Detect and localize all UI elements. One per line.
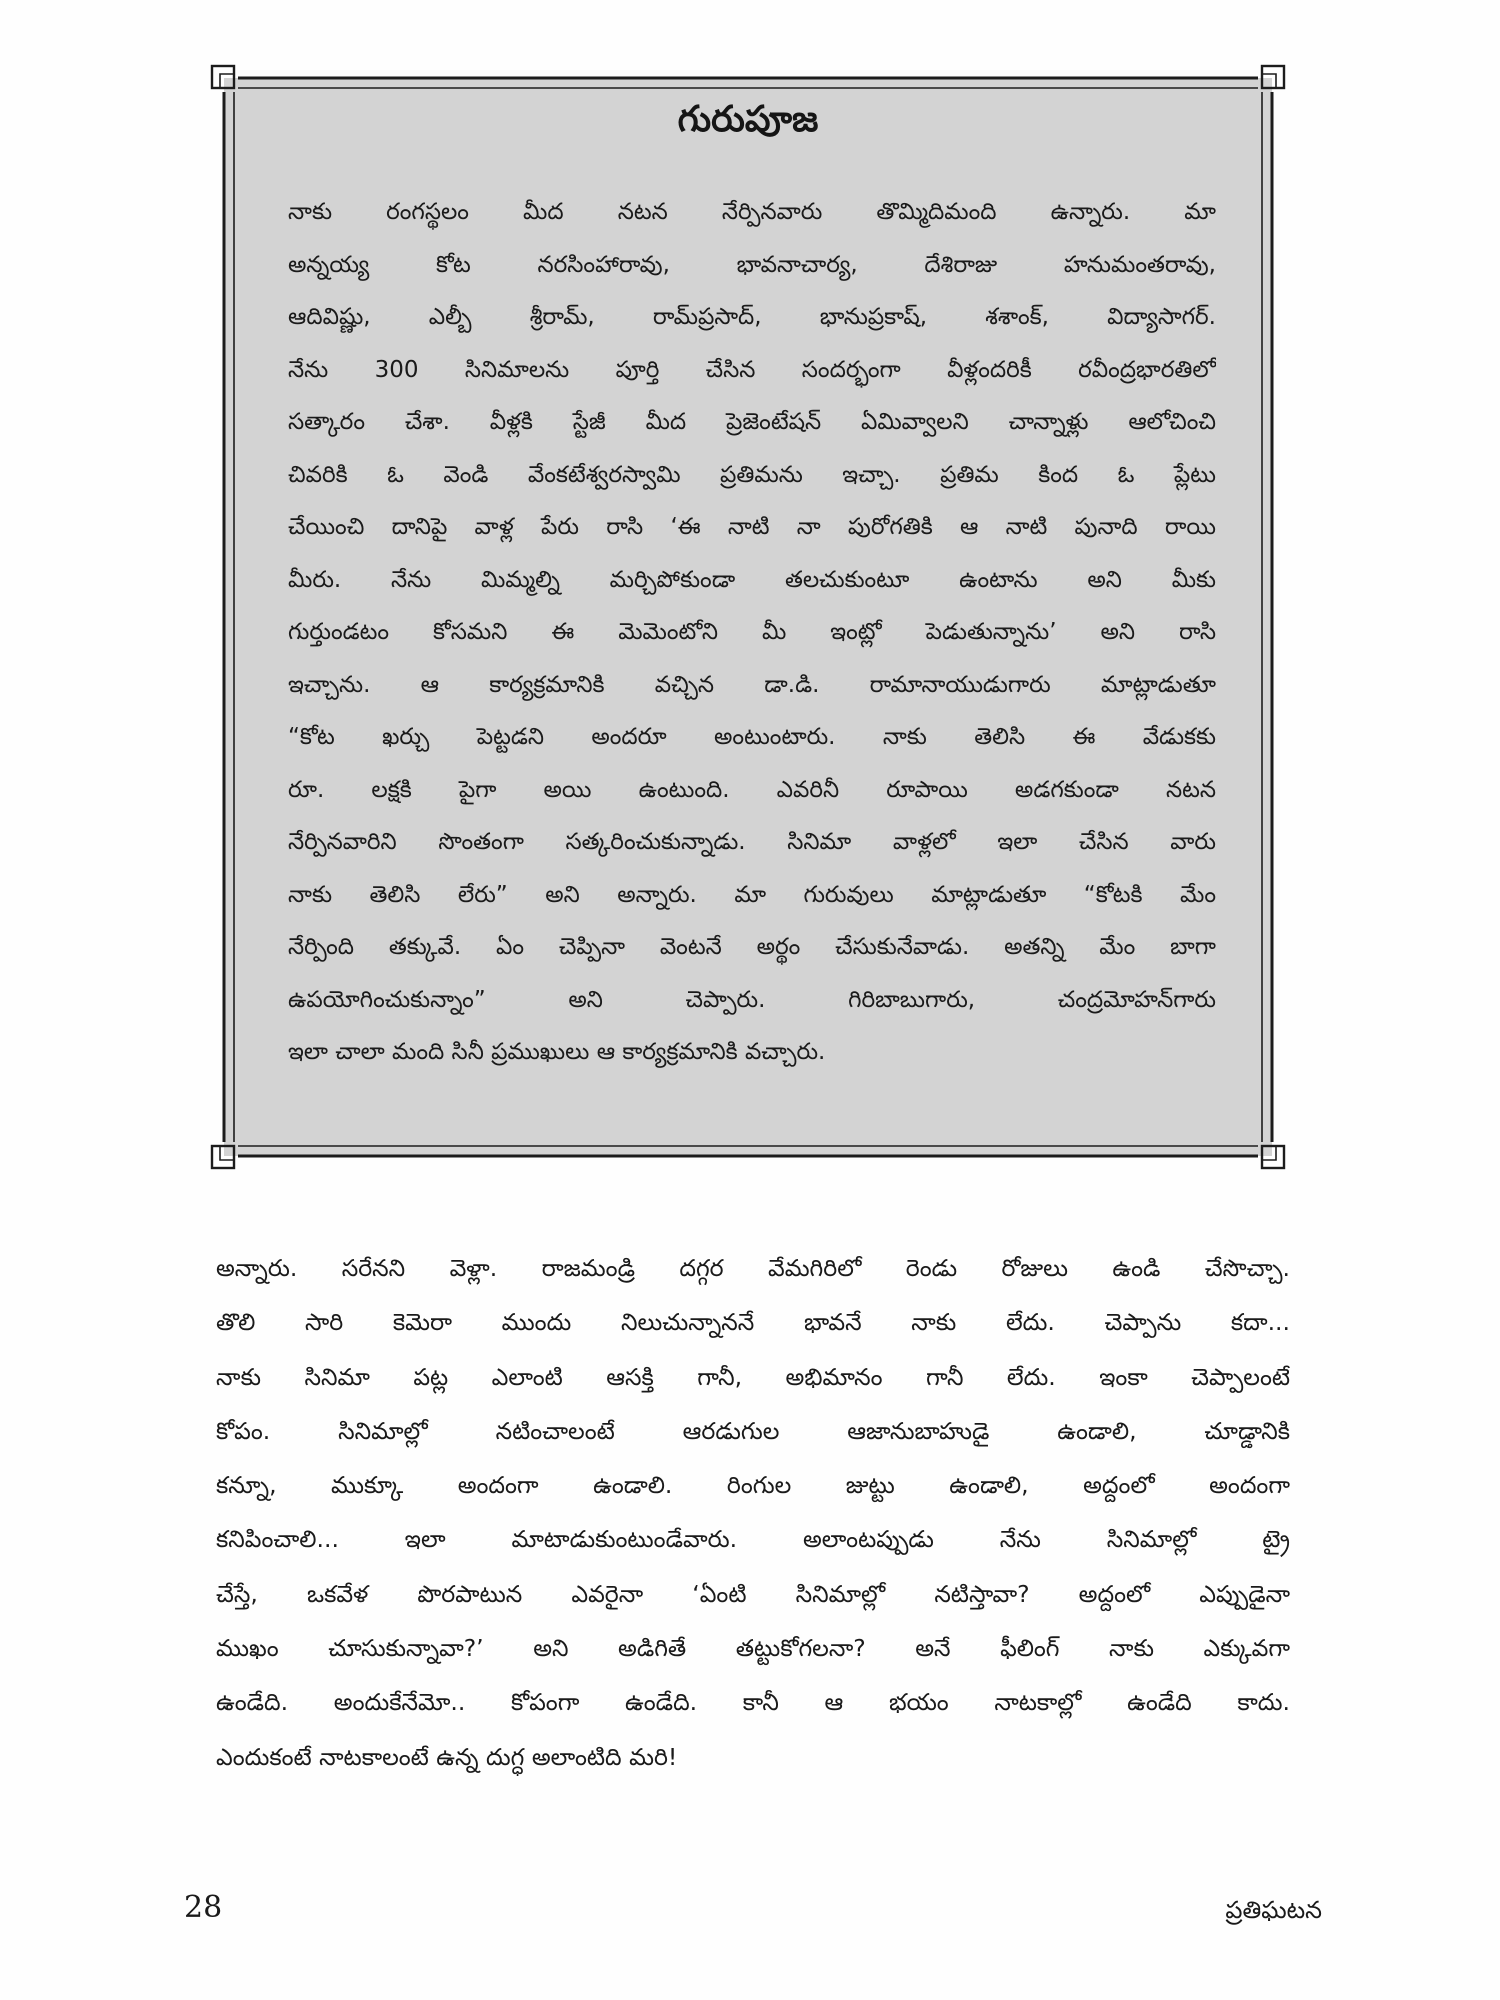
body-line: కన్నూ, ముక్కూ అందంగా ఉండాలి. రింగుల జుట్టు ఉండాలి, అద్దంలో అందంగా — [216, 1471, 1290, 1500]
main-paragraph — [216, 1241, 1290, 1784]
body-line: తొలి సారి కెమెరా ముందు నిలుచున్నాననే భావనే నాకు లేదు. చెప్పాను కదా... — [216, 1308, 1290, 1337]
box-line: ఉపయోగించుకున్నాం” అని చెప్పారు. గిరిబాబుగారు, చంద్రమోహన్‌గారు — [288, 986, 1216, 1013]
body-line: కోపం. సినిమాల్లో నటించాలంటే ఆరడుగుల ఆజానుబాహుడై ఉండాలి, చూడ్డానికి — [216, 1416, 1290, 1445]
body-line: ఉండేది. అందుకేనేమో.. కోపంగా ఉండేది. కానీ ఆ భయం నాటకాల్లో ఉండేది కాదు. — [216, 1688, 1290, 1717]
box-line: గుర్తుండటం కోసమని ఈ మెమెంటోని మీ ఇంట్లో పెడుతున్నాను’ అని రాసి — [288, 619, 1216, 645]
sidebar-box — [208, 62, 1288, 1172]
box-line: సత్కారం చేశా. వీళ్లకి స్టేజీ మీద ప్రెజెంటేషన్ ఏమివ్వాలని చాన్నాళ్లు ఆలోచించి — [288, 409, 1216, 435]
box-line: ఇచ్చాను. ఆ కార్యక్రమానికి వచ్చిన డా.డి. రామానాయుడుగారు మాట్లాడుతూ — [288, 671, 1216, 698]
box-line: ఇలా చాలా మంది సినీ ప్రముఖులు ఆ కార్యక్రమానికి వచ్చారు. — [288, 1039, 826, 1065]
box-line: నాకు తెలిసి లేరు” అని అన్నారు. మా గురువులు మాట్లాడుతూ “కోటకి మేం — [288, 881, 1216, 908]
box-line: చేయించి దానిపై వాళ్ల పేరు రాసి ‘ఈ నాటి నా పురోగతికి ఆ నాటి పునాది రాయి — [288, 514, 1216, 540]
box-line: “కోట ఖర్చు పెట్టడని అందరూ అంటుంటారు. నాకు తెలిసి ఈ వేడుకకు — [288, 724, 1216, 750]
box-line: నేర్పింది తక్కువే. ఏం చెప్పినా వెంటనే అర్థం చేసుకునేవాడు. అతన్ని మేం బాగా — [288, 934, 1216, 960]
box-line: నేను 300 సినిమాలను పూర్తి చేసిన సందర్భంగా వీళ్లందరికీ రవీంద్రభారతిలో — [288, 356, 1216, 383]
body-line: ముఖం చూసుకున్నావా?’ అని అడిగితే తట్టుకోగలనా? అనే ఫీలింగ్ నాకు ఎక్కువగా — [216, 1634, 1290, 1663]
box-line: ఆదివిష్ణు, ఎల్బీ శ్రీరామ్, రామ్‌ప్రసాద్, భానుప్రకాష్, శశాంక్, విద్యాసాగర్. — [288, 304, 1216, 330]
box-line: చివరికి ఓ వెండి వేంకటేశ్వరస్వామి ప్రతిమను ఇచ్చా. ప్రతిమ కింద ఓ ప్లేటు — [288, 461, 1216, 488]
box-line: రూ. లక్షకి పైగా అయి ఉంటుంది. ఎవరినీ రూపాయి అడగకుండా నటన — [288, 776, 1216, 803]
box-line: అన్నయ్య కోట నరసింహారావు, భావనాచార్య, దేశిరాజు హనుమంతరావు, — [288, 251, 1216, 278]
box-line: మీరు. నేను మిమ్మల్ని మర్చిపోకుండా తలచుకుంటూ ఉంటాను అని మీకు — [288, 566, 1216, 593]
box-line: నాకు రంగస్థలం మీద నటన నేర్పినవారు తొమ్మిదిమంది ఉన్నారు. మా — [288, 199, 1216, 225]
box-title: గురుపూజ — [677, 99, 819, 140]
page-number: 28 — [184, 1890, 223, 1925]
body-line: చేస్తే, ఒకవేళ పొరపాటున ఎవరైనా ‘ఏంటి సినిమాల్లో నటిస్తావా? అద్దంలో ఎప్పుడైనా — [216, 1579, 1290, 1608]
body-line: ఎందుకంటే నాటకాలంటే ఉన్న దుగ్ధ అలాంటిది మరి! — [216, 1742, 678, 1771]
box-paragraph — [288, 186, 1216, 1079]
body-line: కనిపించాలి... ఇలా మాటాడుకుంటుండేవారు. అలాంటప్పుడు నేను సినిమాల్లో ట్రై — [216, 1525, 1290, 1554]
running-title: ప్రతిఘటన — [1225, 1896, 1322, 1924]
box-line: నేర్పినవారిని సొంతంగా సత్కరించుకున్నాడు. సినిమా వాళ్లలో ఇలా చేసిన వారు — [288, 829, 1216, 855]
body-line: నాకు సినిమా పట్ల ఎలాంటి ఆసక్తి గానీ, అభిమానం గానీ లేదు. ఇంకా చెప్పాలంటే — [216, 1362, 1290, 1391]
body-line: అన్నారు. సరేనని వెళ్లా. రాజమండ్రి దగ్గర వేమగిరిలో రెండు రోజులు ఉండి చేసొచ్చా. — [216, 1254, 1290, 1282]
